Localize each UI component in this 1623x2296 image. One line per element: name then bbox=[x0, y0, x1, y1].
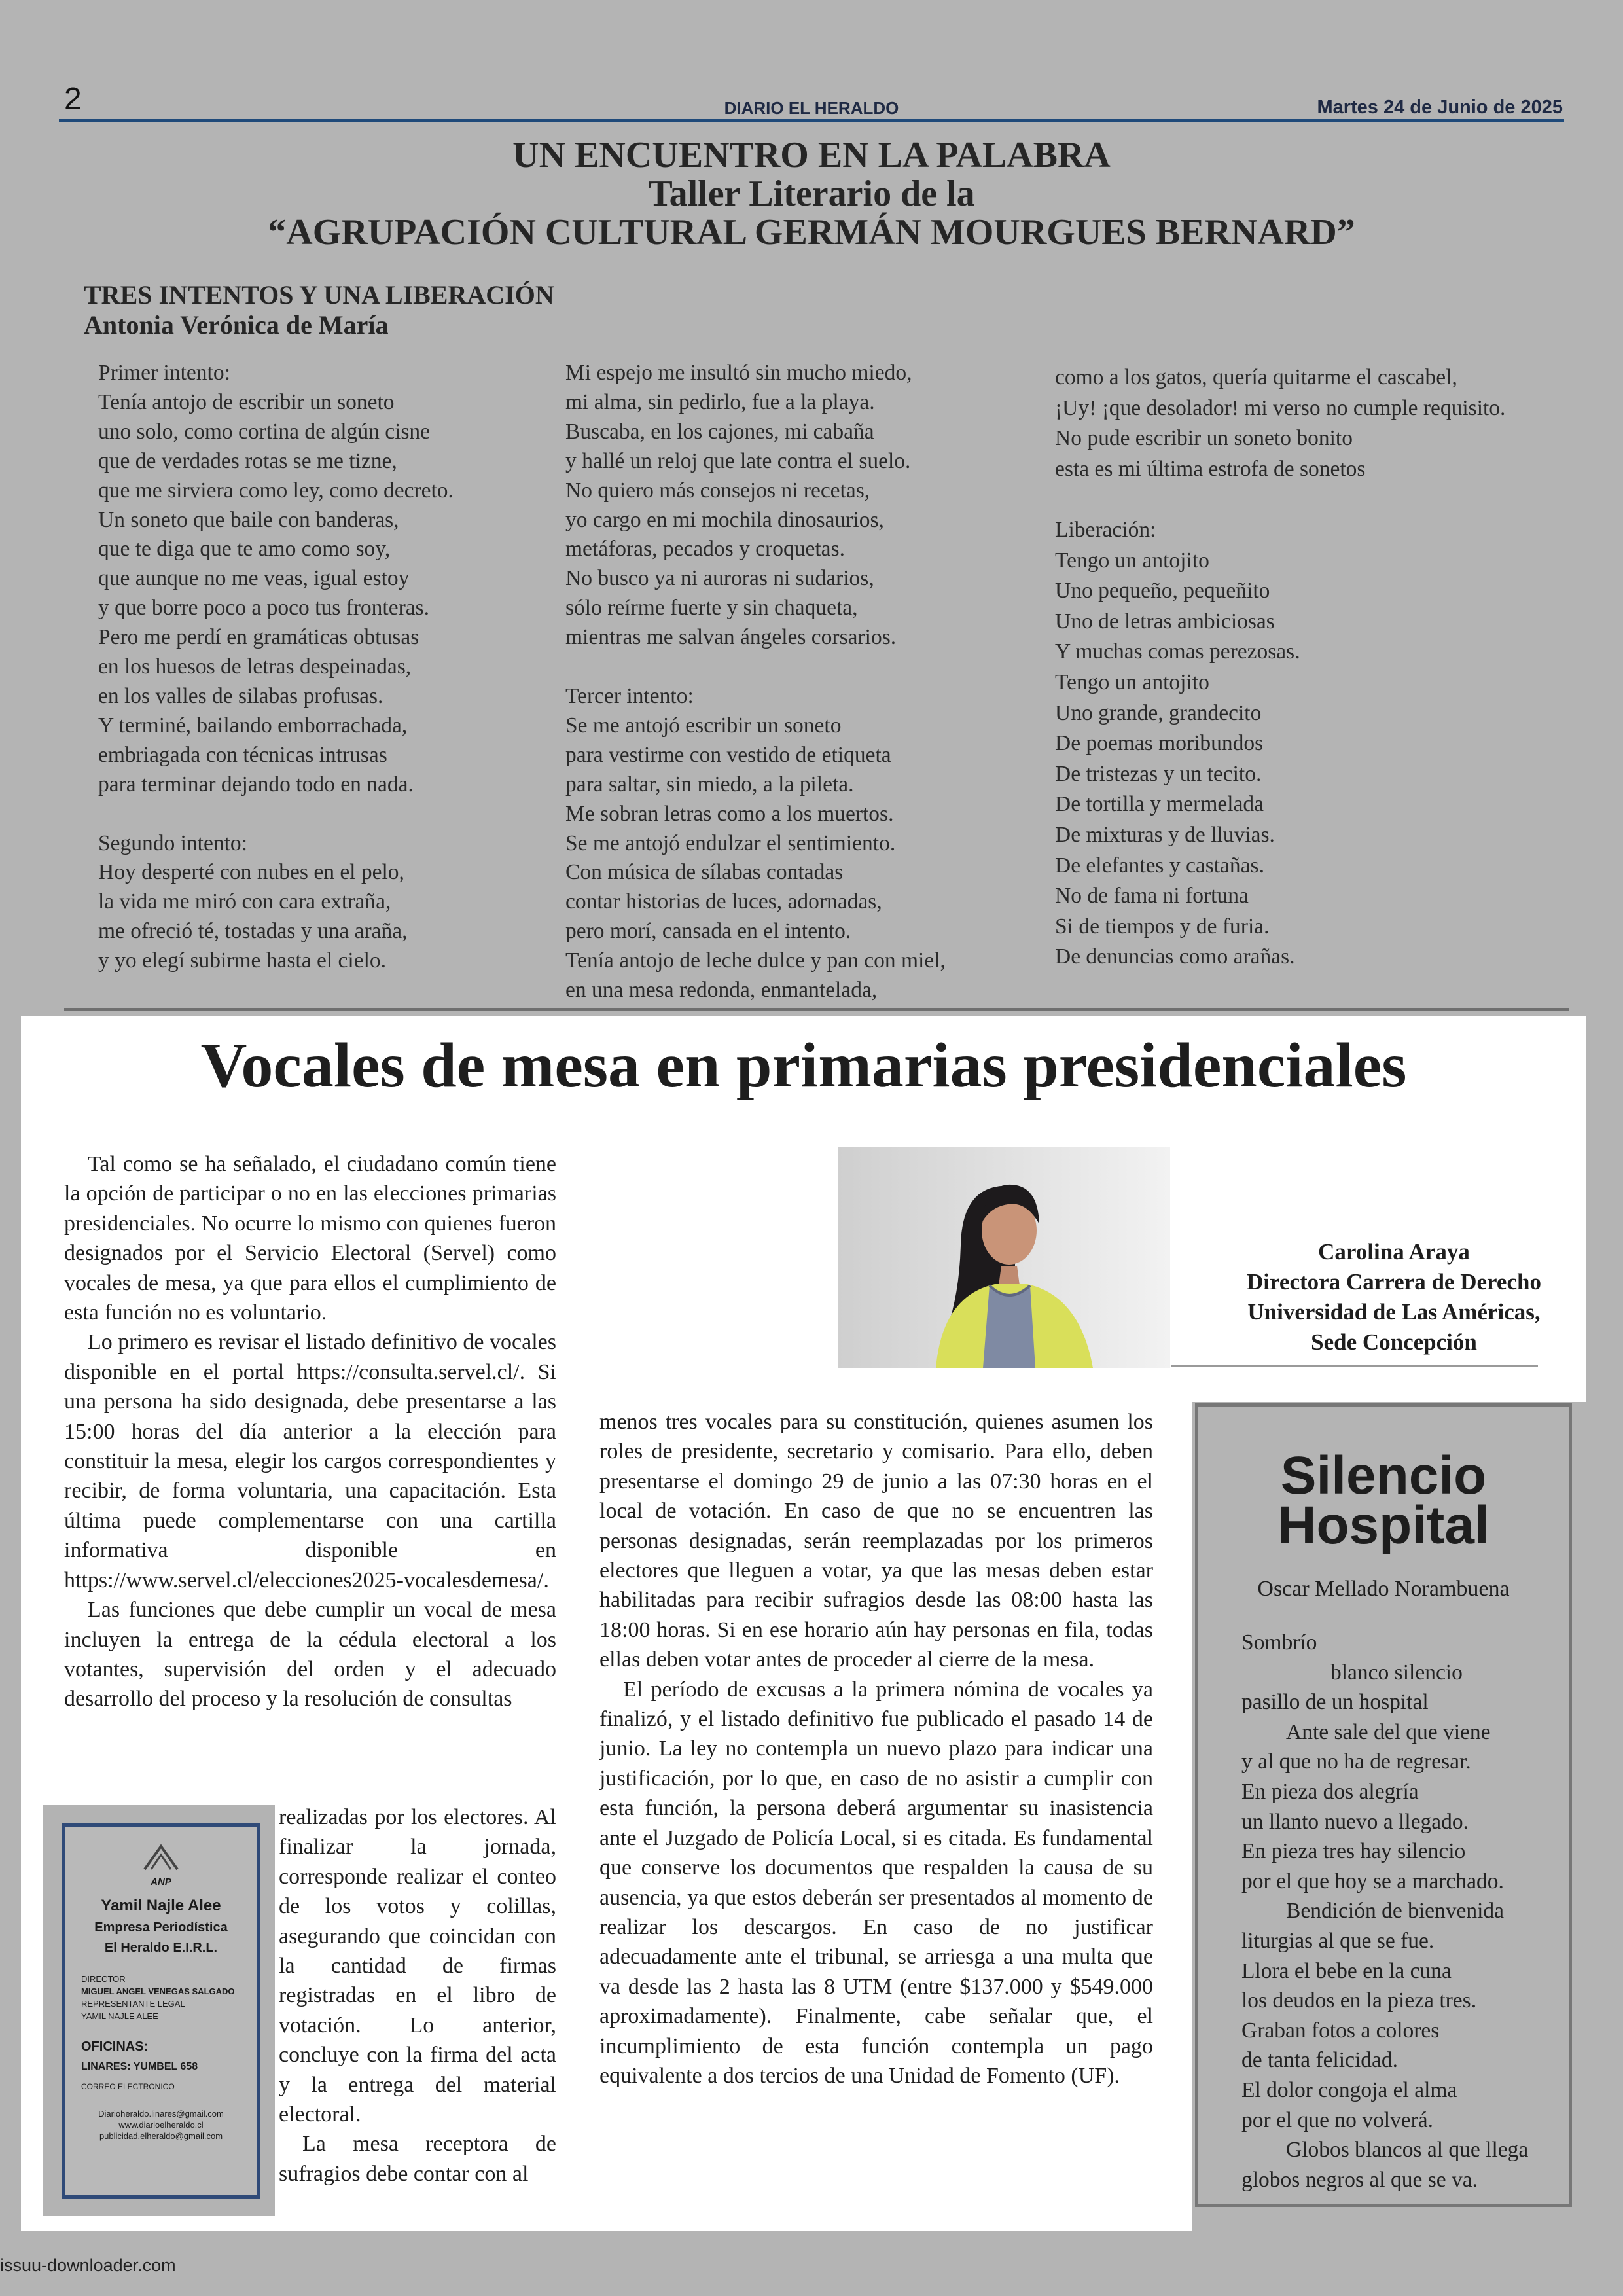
director-label: DIRECTOR bbox=[81, 1974, 126, 1984]
article-paragraph: realizadas por los electores. Al finalizar la jornada, corresponde realizar el conteo de los votos y colillas, asegurando que coincidan con la cantidad de firmas registradas en el libro de votación. Lo anterior, concluye con la firma del acta y la entrega del material electoral. bbox=[279, 1805, 556, 2127]
sidebar-poem-line: Llora el bebe en la cuna bbox=[1241, 1958, 1452, 1983]
ad-email-advertising: publicidad.elheraldo@gmail.com bbox=[99, 2131, 223, 2141]
sidebar-poem-line: y al que no ha de regresar. bbox=[1241, 1749, 1471, 1774]
author-portrait-illustration bbox=[838, 1147, 1170, 1368]
author-campus: Sede Concepción bbox=[1311, 1329, 1477, 1355]
header-rule bbox=[59, 119, 1564, 122]
offices-label: OFICINAS: bbox=[81, 2039, 149, 2054]
anp-logo-icon bbox=[138, 1843, 184, 1876]
sidebar-poem-line: de tanta felicidad. bbox=[1241, 2048, 1399, 2073]
author-name: Carolina Araya bbox=[1318, 1239, 1470, 1265]
ad-company: Empresa Periodística bbox=[94, 1920, 228, 1935]
sidebar-poem-line: Bendición de bienvenida bbox=[1286, 1899, 1505, 1924]
sidebar-poem-line: Ante sale del que viene bbox=[1286, 1719, 1491, 1744]
sidebar-title-line-1: Silencio bbox=[1280, 1446, 1487, 1505]
sidebar-poem-line: blanco silencio bbox=[1330, 1660, 1463, 1685]
article-paragraph: Tal como se ha señalado, el ciudadano común tiene la opción de participar o no en las elecciones primarias presidenciales. No ocurre lo mismo con quienes fueron designados por el Servicio Electoral (Servel) como vocales de mesa, ya que para ellos el cumplimiento de esta función no es voluntario. bbox=[64, 1152, 556, 1325]
offices-value: LINARES: YUMBEL 658 bbox=[81, 2061, 198, 2072]
article-paragraph: El período de excusas a la primera nómina de vocales ya finalizó, y el listado definitivo fue publicado el pasado 14 de junio. La ley no contempla un nuevo plazo para indicar una justificación, por lo que, en caso de no asistir a cumplir con esta función, la persona deberá argumentar su inasistencia ante el Juzgado de Policía Local, si es citada. Es fundamental que conserve los documentos que respalden la causa de su ausencia, ya que estos deberán ser presentados al momento de realizar los descargos. En caso de no justificar adecuadamente ante el tribunal, se arriesga a una multa que va desde las 2 hasta las 8 UTM (entre $137.000 y $549.000 aproximadamente). Finalmente, cabe señalar que, el incumplimiento de esta función contempla un pago equivalente a dos tercios de una Unidad de Fomento (UF). bbox=[599, 1677, 1153, 2088]
sidebar-author: Oscar Mellado Norambuena bbox=[1257, 1577, 1510, 1601]
sidebar-poem-line: por el que hoy se a marchado. bbox=[1241, 1869, 1504, 1893]
director-name: MIGUEL ANGEL VENEGAS SALGADO bbox=[81, 1986, 235, 1996]
ad-website: www.diarioelheraldo.cl bbox=[118, 2120, 204, 2130]
sidebar-poem-line: por el que no volverá. bbox=[1241, 2108, 1434, 2132]
ad-company-name: El Heraldo E.I.R.L. bbox=[104, 1941, 218, 1955]
article-paragraph: La mesa receptora de sufragios debe contar con al bbox=[279, 2132, 556, 2186]
section-title-line-2: Taller Literario de la bbox=[648, 173, 975, 214]
ad-staff bbox=[65, 1973, 257, 2022]
email-label: CORREO ELECTRONICO bbox=[81, 2082, 175, 2091]
article-paragraph: Lo primero es revisar el listado definitivo de vocales disponible en el portal https://consulta.servel.cl/. Si una persona ha sido designada, debe presentarse a las 15:00 horas del día anterior a la elección para constituir la mesa, elegir los cargos correspondientes y recibir, de forma voluntaria, una capacitación. Esta última puede complementarse con una cartilla informativa disponible en https://www.servel.cl/elecciones2025-vocalesdemesa/. bbox=[64, 1330, 556, 1592]
anp-logo bbox=[65, 1843, 257, 1888]
author-organization: Universidad de Las Américas, bbox=[1247, 1299, 1541, 1325]
poem-column-3: como a los gatos, quería quitarme el cascabel, ¡Uy! ¡que desolador! mi verso no cumple requisito. No pude escribir un soneto bonito esta es mi última estrofa de sonetos Liberación: Tengo un antojito Uno pequeño, pequeñito Uno de letras ambiciosas Y muchas comas perezosas. Tengo un antojito Uno grande, grandecito De poemas moribundos De tristezas y un tecito. De tortilla y mermelada De mixturas y de lluvias. De elefantes y castañas. No de fama ni fortuna Si de tiempos y de furia. De denuncias como arañas. bbox=[1055, 365, 1506, 969]
sidebar-poem-lines bbox=[1198, 1628, 1569, 2195]
article-column-1 bbox=[64, 1149, 556, 1714]
author-photo bbox=[838, 1147, 1170, 1368]
sidebar-poem-line: pasillo de un hospital bbox=[1241, 1690, 1429, 1715]
sidebar-poem-line: liturgias al que se fue. bbox=[1241, 1928, 1435, 1953]
poem-column-2: Mi espejo me insultó sin mucho miedo, mi alma, sin pedirlo, fue a la playa. Buscaba, en los cajones, mi cabaña y hallé un reloj que late contra el suelo. No quiero más consejos ni recetas, yo cargo en mi mochila dinosaurios, metáforas, pecados y croquetas. No busco ya ni auroras ni sudarios, sólo reírme fuerte y sin chaqueta, mientras me salvan ángeles corsarios. Tercer intento: Se me antojó escribir un soneto para vestirme con vestido de etiqueta para saltar, sin miedo, a la pileta. Me sobran letras como a los muertos. Se me antojó endulzar el sentimiento. Con música de sílabas contadas contar historias de luces, adornadas, pero morí, cansada en el intento. Tenía antojo de leche dulce y pan con miel, en una mesa redonda, enmantelada, bbox=[565, 361, 946, 1003]
section-divider bbox=[64, 1008, 1569, 1011]
article-column-1-narrow bbox=[279, 1803, 556, 2189]
byline-rule bbox=[1171, 1365, 1538, 1367]
article-paragraph: menos tres vocales para su constitución, quienes asumen los roles de presidente, secretario y comisario. Para ello, deben presentarse el domingo 29 de junio a las 07:30 horas en el local de votación. En caso de que no se encuentren las personas designadas, serán reemplazadas por los primeros electores que lleguen a votar, ya que las mesas deben estar habilitadas para recibir sufragios desde las 08:00 hasta las 18:00 horas. Si en ese horario aún hay personas en fila, todas ellas deben votar antes de proceder al cierre de la mesa. bbox=[599, 1410, 1153, 1672]
poem-heading bbox=[84, 280, 554, 340]
sidebar-poem-line: los deudos en la pieza tres. bbox=[1241, 1988, 1477, 2013]
poem-title: TRES INTENTOS Y UNA LIBERACIÓN bbox=[84, 280, 554, 310]
ad-email: Diarioheraldo.linares@gmail.com bbox=[98, 2109, 224, 2119]
author-byline bbox=[1217, 1237, 1571, 1357]
sidebar-poem-line: Sombrío bbox=[1241, 1630, 1317, 1655]
sidebar-poem-line: En pieza dos alegría bbox=[1241, 1779, 1419, 1804]
sidebar-poem-line: un llanto nuevo a llegado. bbox=[1241, 1809, 1469, 1834]
article-paragraph: Las funciones que debe cumplir un vocal de mesa incluyen la entrega de la cédula electoral a los votantes, supervisión del orden y el adecuado desarrollo del proceso y la resolución de consultas bbox=[64, 1598, 556, 1712]
section-title-line-1: UN ENCUENTRO EN LA PALABRA bbox=[512, 135, 1111, 175]
legal-label: REPRESENTANTE LEGAL bbox=[81, 1999, 185, 2009]
sidebar-poem-line: globos negros al que se va. bbox=[1241, 2167, 1478, 2192]
sidebar-title-line-2: Hospital bbox=[1277, 1496, 1489, 1555]
ad-owner: Yamil Najle Alee bbox=[101, 1897, 221, 1914]
section-title bbox=[0, 136, 1623, 252]
masthead-box bbox=[43, 1805, 275, 2216]
issue-date: Martes 24 de Junio de 2025 bbox=[1317, 97, 1563, 118]
sidebar-poem-line: Graban fotos a colores bbox=[1241, 2018, 1440, 2043]
paper-name: DIARIO EL HERALDO bbox=[724, 98, 899, 118]
page-number: 2 bbox=[64, 82, 82, 117]
ad-contacts bbox=[65, 2108, 257, 2142]
sidebar-title bbox=[1198, 1446, 1569, 1555]
ad-offices bbox=[65, 2039, 257, 2091]
author-role: Directora Carrera de Derecho bbox=[1247, 1269, 1541, 1295]
sidebar-poem-line: Globos blancos al que llega bbox=[1286, 2138, 1529, 2162]
masthead-frame bbox=[62, 1823, 260, 2199]
poem-author: Antonia Verónica de María bbox=[84, 310, 389, 340]
poem-column-1: Primer intento: Tenía antojo de escribir un soneto uno solo, como cortina de algún cisne que de verdades rotas se me tizne, que me sirviera como ley, como decreto. Un soneto que baile con banderas, que te diga que te amo como soy, que aunque no me veas, igual estoy y que borre poco a poco tus fronteras. Pero me perdí en gramáticas obtusas en los huesos de letras despeinadas, en los valles de silabas profusas. Y terminé, bailando emborrachada, embriagada con técnicas intrusas para terminar dejando todo en nada. Segundo intento: Hoy desperté con nubes en el pelo, la vida me miró con cara extraña, me ofreció té, tostadas y una araña, y yo elegí subirme hasta el cielo. bbox=[98, 361, 454, 973]
sidebar-poem-line: El dolor congoja el alma bbox=[1241, 2077, 1457, 2102]
anp-logo-text: ANP bbox=[151, 1876, 171, 1888]
legal-name: YAMIL NAJLE ALEE bbox=[81, 2011, 158, 2021]
footer-credit: issuu-downloader.com bbox=[0, 2255, 176, 2275]
article-title: Vocales de mesa en primarias presidenciales bbox=[200, 1030, 1407, 1101]
section-title-line-3: “AGRUPACIÓN CULTURAL GERMÁN MOURGUES BERNARD” bbox=[268, 212, 1355, 253]
article-column-2 bbox=[599, 1407, 1153, 2090]
sidebar-poem bbox=[1195, 1403, 1572, 2207]
sidebar-poem-line: En pieza tres hay silencio bbox=[1241, 1839, 1466, 1864]
